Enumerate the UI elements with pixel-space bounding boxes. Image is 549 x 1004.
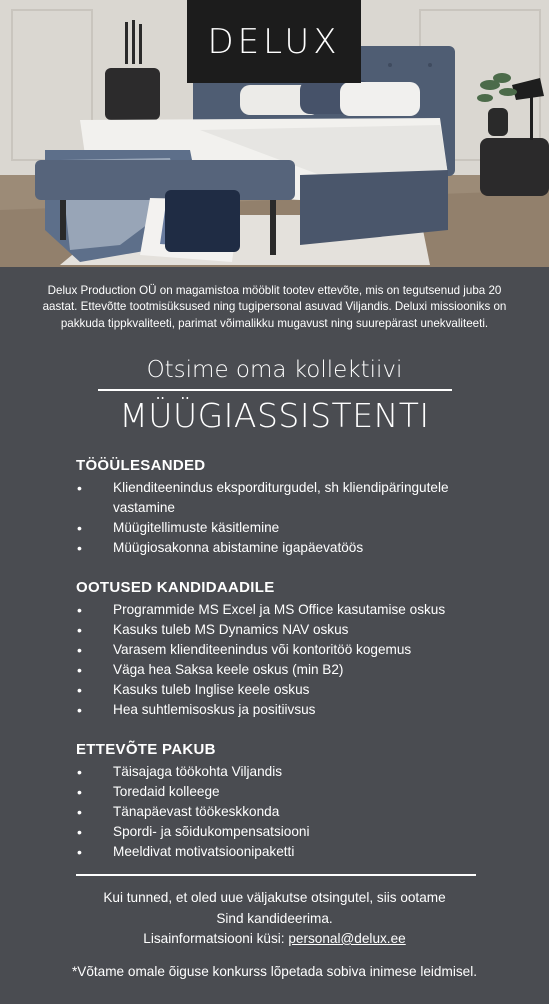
divider-line <box>76 874 476 876</box>
section-heading: OOTUSED KANDIDAADILE <box>76 579 275 596</box>
list-item: • Müügiosakonna abistamine igapäevatöös <box>76 538 496 558</box>
kicker-text: Otsime oma kollektiivi <box>146 357 403 383</box>
closing-text <box>40 888 509 950</box>
list-item: • Väga hea Saksa keele oskus (min B2) <box>76 660 496 680</box>
contact-label: Lisainformatsiooni küsi: <box>143 931 289 946</box>
duties-list <box>76 478 496 558</box>
contact-email-link[interactable]: personal@delux.ee <box>288 931 406 946</box>
list-item: • Klienditeenindus eksporditurgudel, sh kliendipäringutele vastamine <box>76 478 496 518</box>
list-item: • Täisajaga töökohta Viljandis <box>76 762 496 782</box>
list-item: • Varasem klienditeenindus või kontoritöö kogemus <box>76 640 496 660</box>
list-item: • Kasuks tuleb Inglise keele oskus <box>76 680 496 700</box>
contact-line <box>40 929 509 950</box>
position-title: MÜÜGIASSISTENTI <box>119 396 430 435</box>
company-intro: Delux Production OÜ on magamistoa mööblit tootev ettevõte, mis on tegutsenud juba 20 aastat. Ettevõtte tootmisüksused ning tugipersonal asuvad Viljandis. Deluxi missiooniks on pakkuda tippkvaliteeti, parimat võimalikku mugavust ning suurepärast unekvaliteeti. <box>42 284 507 330</box>
bedroom-photo <box>0 0 549 267</box>
section-requirements <box>76 579 496 720</box>
list-item: • Spordi- ja sõidukompensatsiooni <box>76 822 496 842</box>
offer-list <box>76 762 496 862</box>
delux-logo <box>187 0 361 83</box>
section-duties <box>76 457 496 558</box>
section-offer <box>76 741 496 862</box>
list-item: • Tänapäevast töökeskkonda <box>76 802 496 822</box>
section-heading: ETTEVÕTE PAKUB <box>76 741 216 758</box>
disclaimer-note: *Võtame omale õiguse konkurss lõpetada sobiva inimese leidmisel. <box>71 964 477 979</box>
list-item: • Kasuks tuleb MS Dynamics NAV oskus <box>76 620 496 640</box>
requirements-list <box>76 600 496 720</box>
closing-line: Kui tunned, et oled uue väljakutse otsingutel, siis ootame <box>103 890 446 905</box>
list-item: • Hea suhtlemisoskus ja positiivsus <box>76 700 496 720</box>
list-item: • Müügitellimuste käsitlemine <box>76 518 496 538</box>
list-item: • Toredaid kolleege <box>76 782 496 802</box>
list-item: • Meeldivat motivatsioonipaketti <box>76 842 496 862</box>
logo-text: DELUX <box>207 21 341 62</box>
closing-line: Sind kandideerima. <box>216 910 333 926</box>
section-heading: TÖÖÜLESANDED <box>76 457 206 474</box>
divider-line <box>98 389 452 391</box>
list-item: • Programmide MS Excel ja MS Office kasutamise oskus <box>76 600 496 620</box>
